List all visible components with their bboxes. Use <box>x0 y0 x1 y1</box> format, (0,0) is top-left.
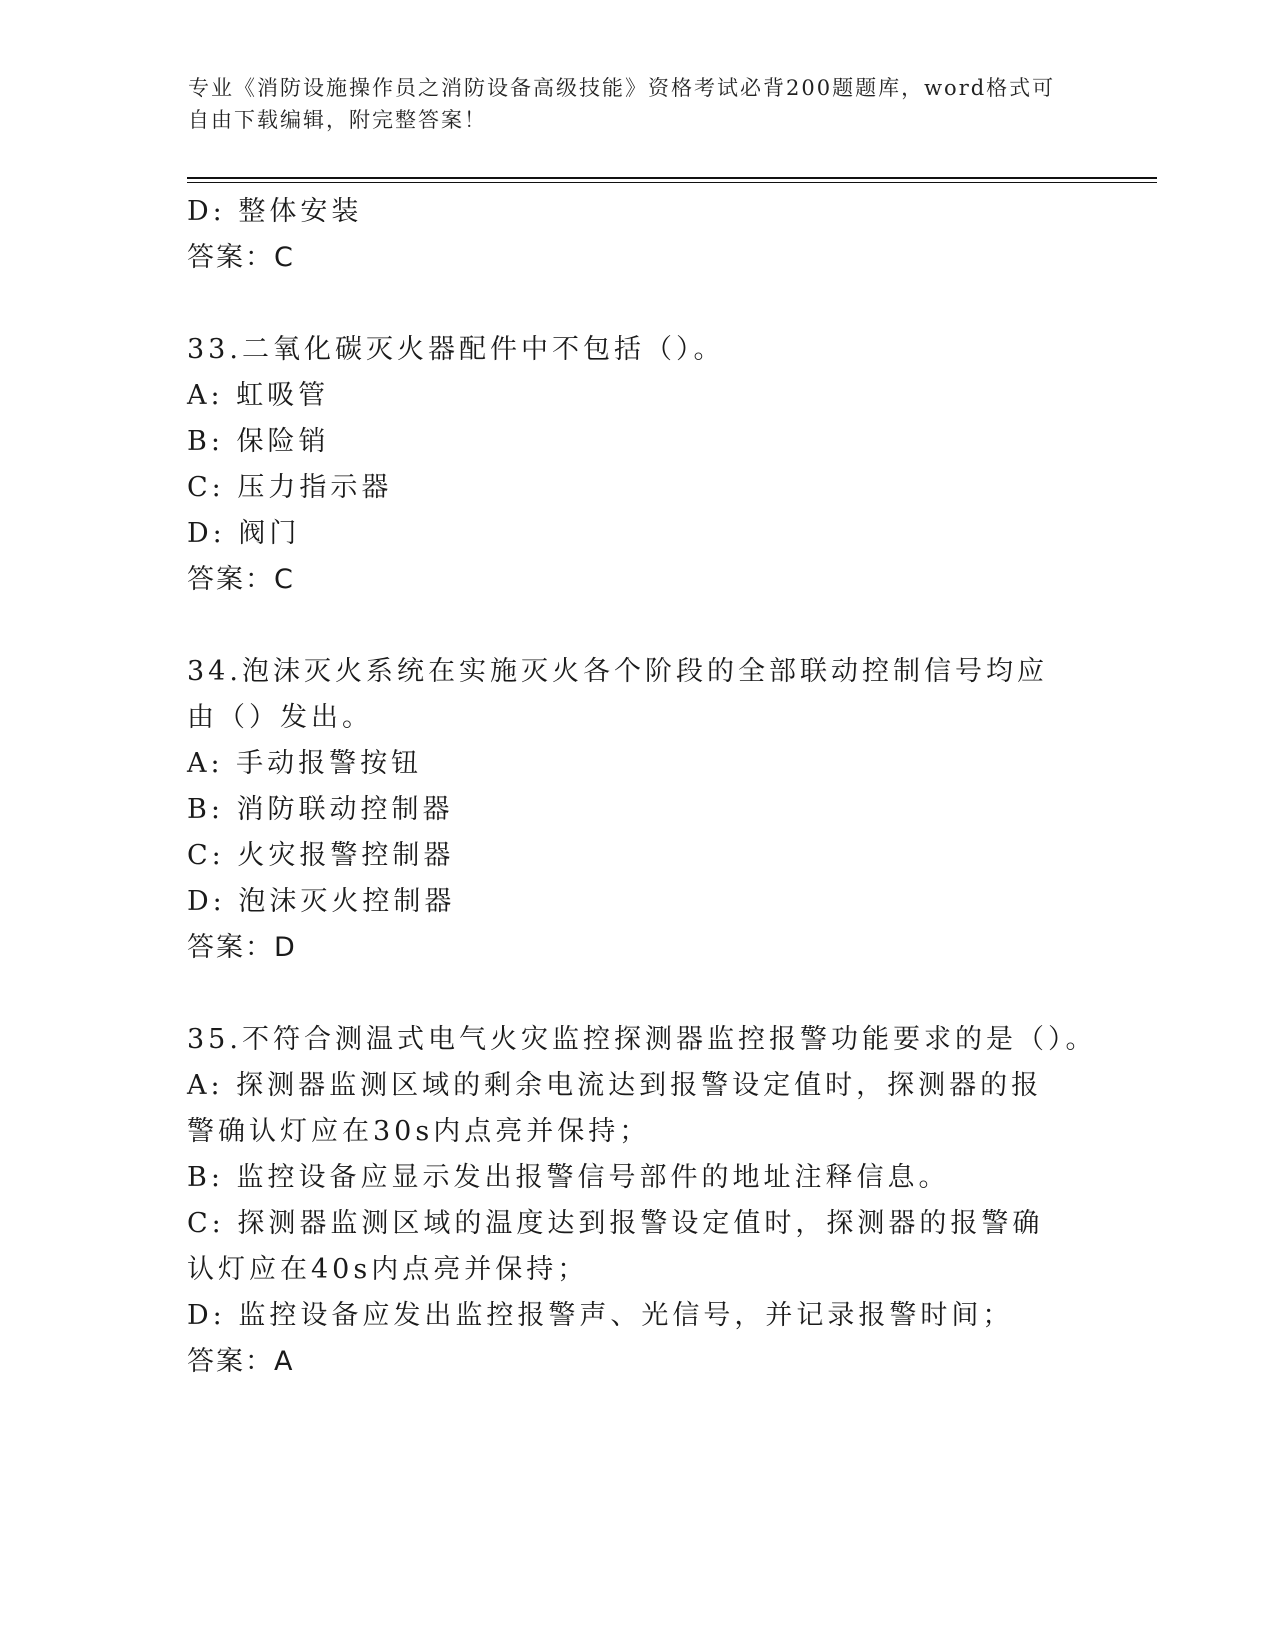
option-b: B: 保险销 <box>187 426 330 457</box>
answer-line: 答案：D <box>187 932 297 963</box>
option-b: B: 监控设备应显示发出报警信号部件的地址注释信息。 <box>187 1162 950 1193</box>
option-a: A: 探测器监测区域的剩余电流达到报警设定值时，探测器的报警确认灯应在30s内点亮并保持； <box>187 1070 1043 1147</box>
option-c: C: 火灾报警控制器 <box>187 840 455 871</box>
option-c: C: 压力指示器 <box>187 472 393 503</box>
option-d: D: 泡沫灭火控制器 <box>187 886 456 917</box>
option-b: B: 消防联动控制器 <box>187 794 454 825</box>
option-a: A: 虹吸管 <box>187 380 330 411</box>
question-stem: 34.泡沫灭火系统在实施灭火各个阶段的全部联动控制信号均应由（）发出。 <box>187 656 1048 733</box>
question-stem: 35.不符合测温式电气火灾监控探测器监控报警功能要求的是（）。 <box>187 1024 1097 1055</box>
option-d: D: 监控设备应发出监控报警声、光信号，并记录报警时间； <box>187 1300 1014 1331</box>
option-c: C: 探测器监测区域的温度达到报警设定值时，探测器的报警确认灯应在40s内点亮并保持； <box>187 1208 1044 1285</box>
option-d: D: 整体安装 <box>187 196 363 227</box>
answer-line: 答案：C <box>187 242 295 273</box>
header-divider-thick <box>187 177 1157 179</box>
answer-line: 答案：C <box>187 564 295 595</box>
page-header: 专业《消防设施操作员之消防设备高级技能》资格考试必背200题题库，word格式可自由下载编辑，附完整答案！ <box>188 76 1056 132</box>
header-divider-thin <box>187 182 1157 183</box>
question-content <box>187 189 1097 1385</box>
question-stem: 33.二氧化碳灭火器配件中不包括（）。 <box>187 334 725 365</box>
option-d: D: 阀门 <box>187 518 301 549</box>
question-34 <box>187 649 1067 971</box>
question-35 <box>187 1017 1097 1385</box>
answer-line: 答案：A <box>187 1346 295 1377</box>
option-a: A: 手动报警按钮 <box>187 748 423 779</box>
question-33 <box>187 327 1067 603</box>
previous-question-tail <box>187 189 1067 281</box>
